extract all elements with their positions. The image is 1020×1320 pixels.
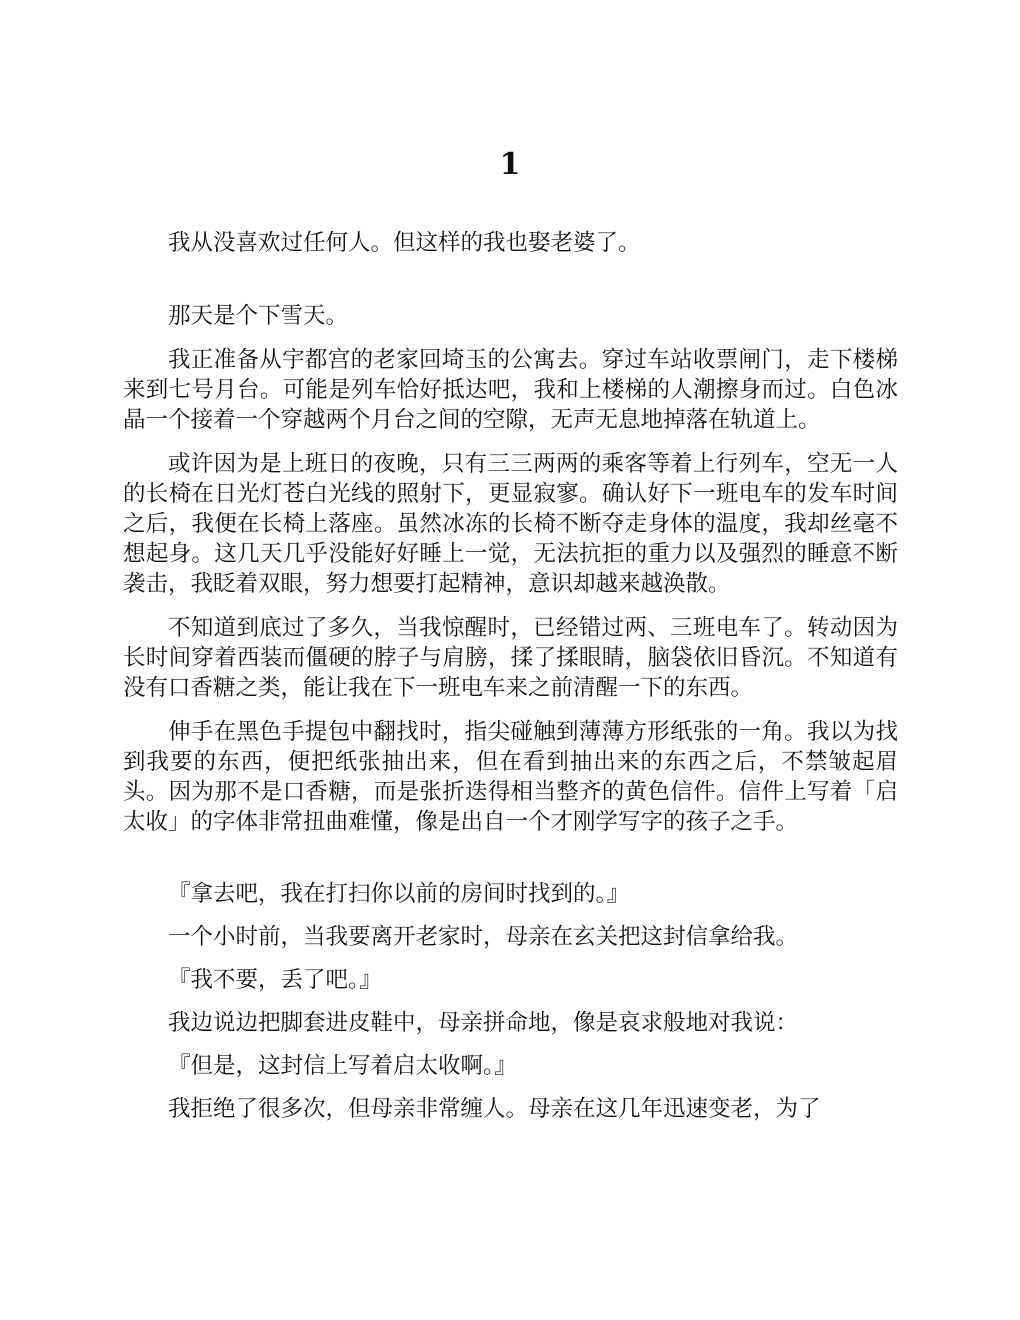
paragraph: 那天是个下雪天。 (168, 303, 349, 329)
chapter-number: 1 (499, 147, 521, 182)
paragraph: 我从没喜欢过任何人。但这样的我也娶老婆了。 (168, 230, 641, 256)
paragraph: 或许因为是上班日的夜晚，只有三三两两的乘客等着上行列车，空无一人的长椅在日光灯苍白光线的照射下，更显寂寥。确认好下一班电车的发车时间之后，我便在长椅上落座。虽然冰冻的长椅不断夺走身体的温度，我却丝毫不想起身。这几天几乎没能好好睡上一觉，无法抗拒的重力以及强烈的睡意不断袭击，我眨着双眼，努力想要打起精神，意识却越来越涣散。 (123, 451, 898, 597)
paragraph: 我拒绝了很多次，但母亲非常缠人。母亲在这几年迅速变老，为了 (168, 1096, 821, 1122)
dialogue-line: 『但是，这封信上写着启太收啊。』 (168, 1053, 517, 1079)
dialogue-line: 『拿去吧，我在打扫你以前的房间时找到的。』 (168, 881, 630, 907)
paragraph: 不知道到底过了多久，当我惊醒时，已经错过两、三班电车了。转动因为长时间穿着西装而僵硬的脖子与肩膀，揉了揉眼睛，脑袋依旧昏沉。不知道有没有口香糖之类，能让我在下一班电车来之前清醒一下的东西。 (123, 615, 898, 701)
dialogue-line: 『我不要，丢了吧。』 (168, 967, 382, 993)
paragraph: 伸手在黑色手提包中翻找时，指尖碰触到薄薄方形纸张的一角。我以为找到我要的东西，便把纸张抽出来，但在看到抽出来的东西之后，不禁皱起眉头。因为那不是口香糖，而是张折迭得相当整齐的黄色信件。信件上写着「启太收」的字体非常扭曲难懂，像是出自一个才刚学写字的孩子之手。 (123, 719, 898, 835)
paragraph: 我边说边把脚套进皮鞋中，母亲拼命地，像是哀求般地对我说： (168, 1010, 799, 1036)
body-text (123, 228, 898, 1124)
paragraph: 我正准备从宇都宫的老家回埼玉的公寓去。穿过车站收票闸门，走下楼梯来到七号月台。可能是列车恰好抵达吧，我和上楼梯的人潮擦身而过。白色冰晶一个接着一个穿越两个月台之间的空隙，无声无息地掉落在轨道上。 (123, 347, 898, 433)
paragraph: 一个小时前，当我要离开老家时，母亲在玄关把这封信拿给我。 (168, 924, 799, 950)
